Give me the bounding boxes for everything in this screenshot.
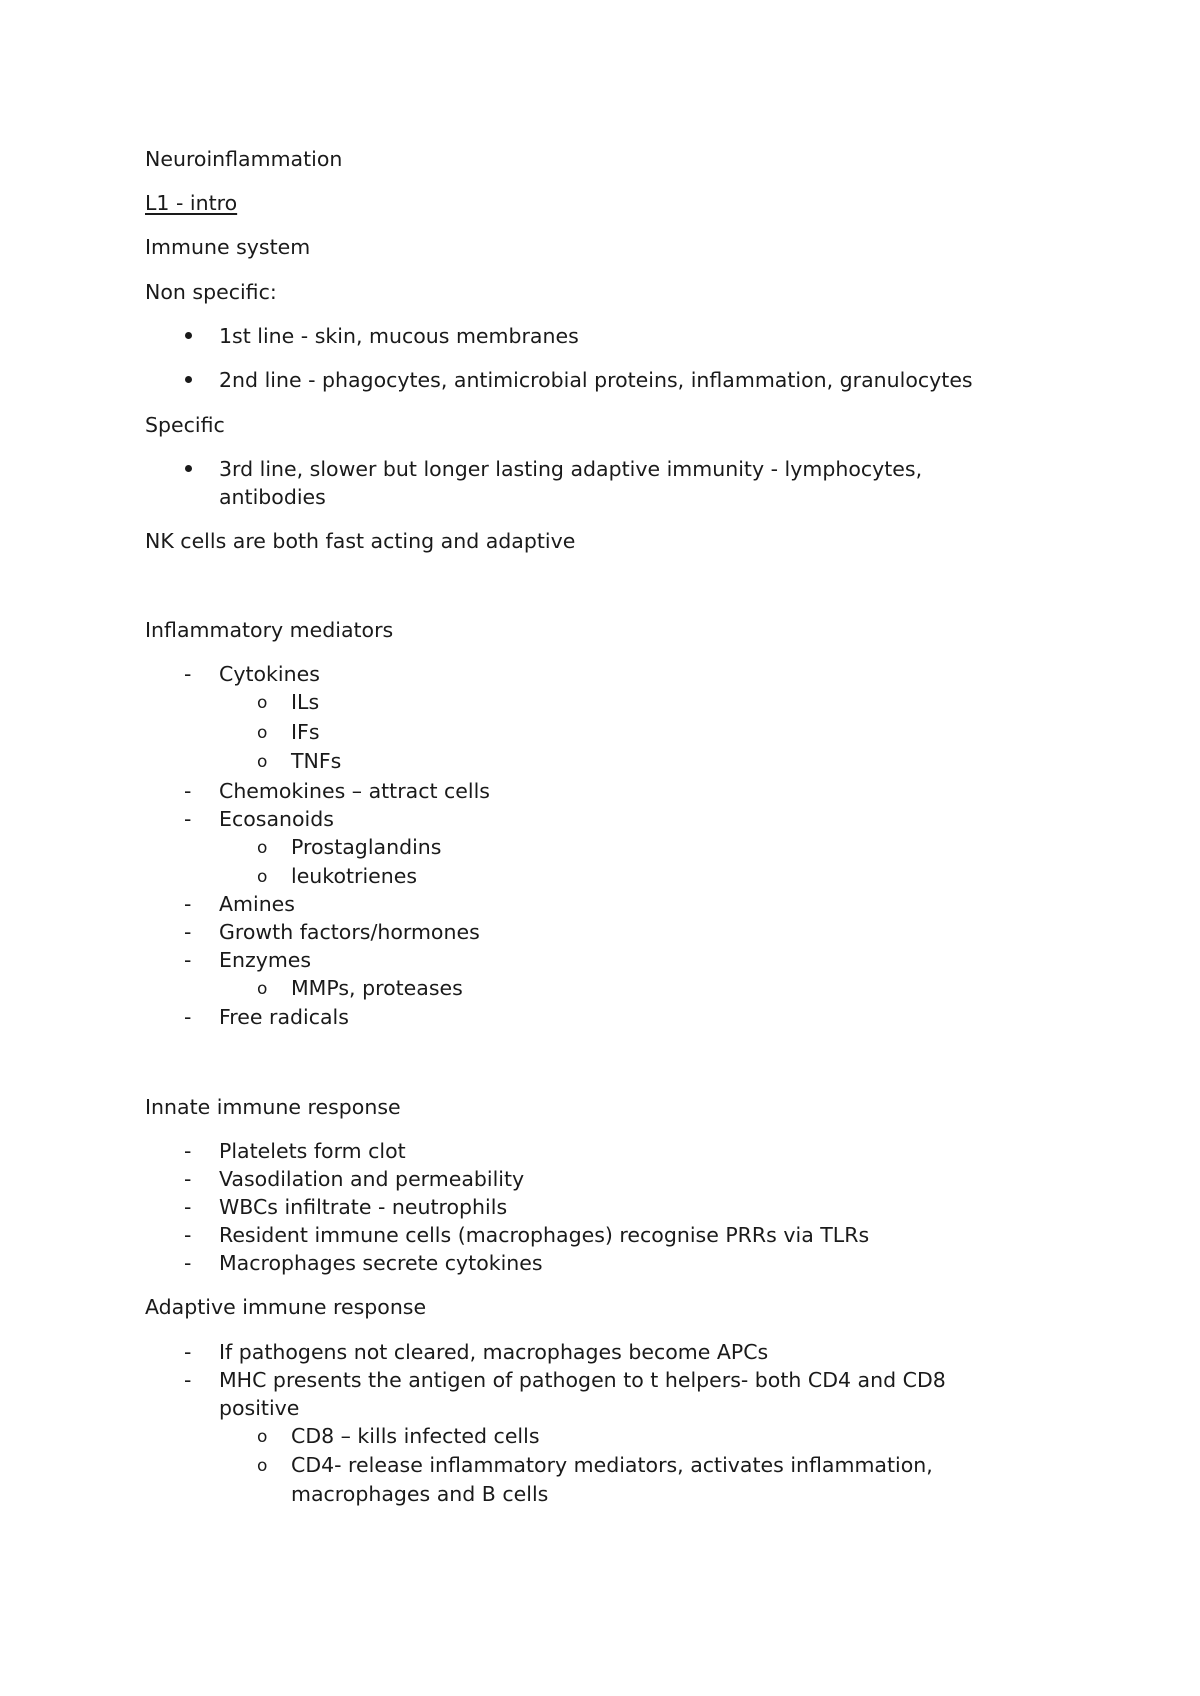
bullet-icon (185, 376, 192, 383)
dash-marker: - (184, 807, 192, 831)
circle-marker: o (257, 838, 268, 858)
section-heading-adaptive: Adaptive immune response (145, 1295, 427, 1319)
dash-marker: - (184, 1223, 192, 1247)
specific-label: Specific (145, 413, 225, 437)
circle-marker: o (257, 1456, 268, 1476)
dash-marker: - (184, 1167, 192, 1191)
list-item: Vasodilation and permeability (219, 1167, 525, 1191)
sub-list-item: CD4- release inflammatory mediators, activates inflammation, (291, 1453, 933, 1477)
list-item: Growth factors/hormones (219, 920, 480, 944)
list-item: Enzymes (219, 948, 312, 972)
sub-list-item: IFs (291, 720, 320, 744)
list-item: 2nd line - phagocytes, antimicrobial proteins, inflammation, granulocytes (219, 368, 973, 392)
circle-marker: o (257, 723, 268, 743)
list-item: Platelets form clot (219, 1139, 406, 1163)
sub-list-item: CD8 – kills infected cells (291, 1424, 540, 1448)
dash-marker: - (184, 779, 192, 803)
sub-list-item: leukotrienes (291, 864, 418, 888)
list-item: Ecosanoids (219, 807, 334, 831)
sub-list-item: MMPs, proteases (291, 976, 463, 1000)
dash-marker: - (184, 920, 192, 944)
circle-marker: o (257, 1427, 268, 1447)
list-item-continuation: positive (219, 1396, 300, 1420)
sub-list-item: TNFs (291, 749, 342, 773)
dash-marker: - (184, 1139, 192, 1163)
list-item: 3rd line, slower but longer lasting adaptive immunity - lymphocytes, (219, 457, 923, 481)
lecture-heading: L1 - intro (145, 191, 238, 215)
dash-marker: - (184, 1251, 192, 1275)
list-item: WBCs infiltrate - neutrophils (219, 1195, 508, 1219)
sub-list-item: Prostaglandins (291, 835, 442, 859)
circle-marker: o (257, 867, 268, 887)
list-item: Amines (219, 892, 295, 916)
list-item: Chemokines – attract cells (219, 779, 490, 803)
dash-marker: - (184, 1005, 192, 1029)
sub-list-item-continuation: macrophages and B cells (291, 1482, 549, 1506)
list-item: Cytokines (219, 662, 320, 686)
dash-marker: - (184, 1195, 192, 1219)
dash-marker: - (184, 892, 192, 916)
bullet-icon (185, 465, 192, 472)
section-heading-immune-system: Immune system (145, 235, 311, 259)
list-item: Resident immune cells (macrophages) recognise PRRs via TLRs (219, 1223, 870, 1247)
circle-marker: o (257, 752, 268, 772)
nk-cells-note: NK cells are both fast acting and adaptive (145, 529, 576, 553)
section-heading-innate: Innate immune response (145, 1095, 401, 1119)
list-item: MHC presents the antigen of pathogen to t helpers- both CD4 and CD8 (219, 1368, 946, 1392)
circle-marker: o (257, 979, 268, 999)
nonspecific-label: Non specific: (145, 280, 277, 304)
dash-marker: - (184, 1340, 192, 1364)
circle-marker: o (257, 693, 268, 713)
sub-list-item: ILs (291, 690, 320, 714)
bullet-icon (185, 332, 192, 339)
dash-marker: - (184, 662, 192, 686)
list-item: If pathogens not cleared, macrophages become APCs (219, 1340, 769, 1364)
section-heading-mediators: Inflammatory mediators (145, 618, 394, 642)
dash-marker: - (184, 948, 192, 972)
list-item: 1st line - skin, mucous membranes (219, 324, 579, 348)
list-item-continuation: antibodies (219, 485, 326, 509)
dash-marker: - (184, 1368, 192, 1392)
list-item: Macrophages secrete cytokines (219, 1251, 543, 1275)
document-title: Neuroinflammation (145, 147, 343, 171)
list-item: Free radicals (219, 1005, 349, 1029)
